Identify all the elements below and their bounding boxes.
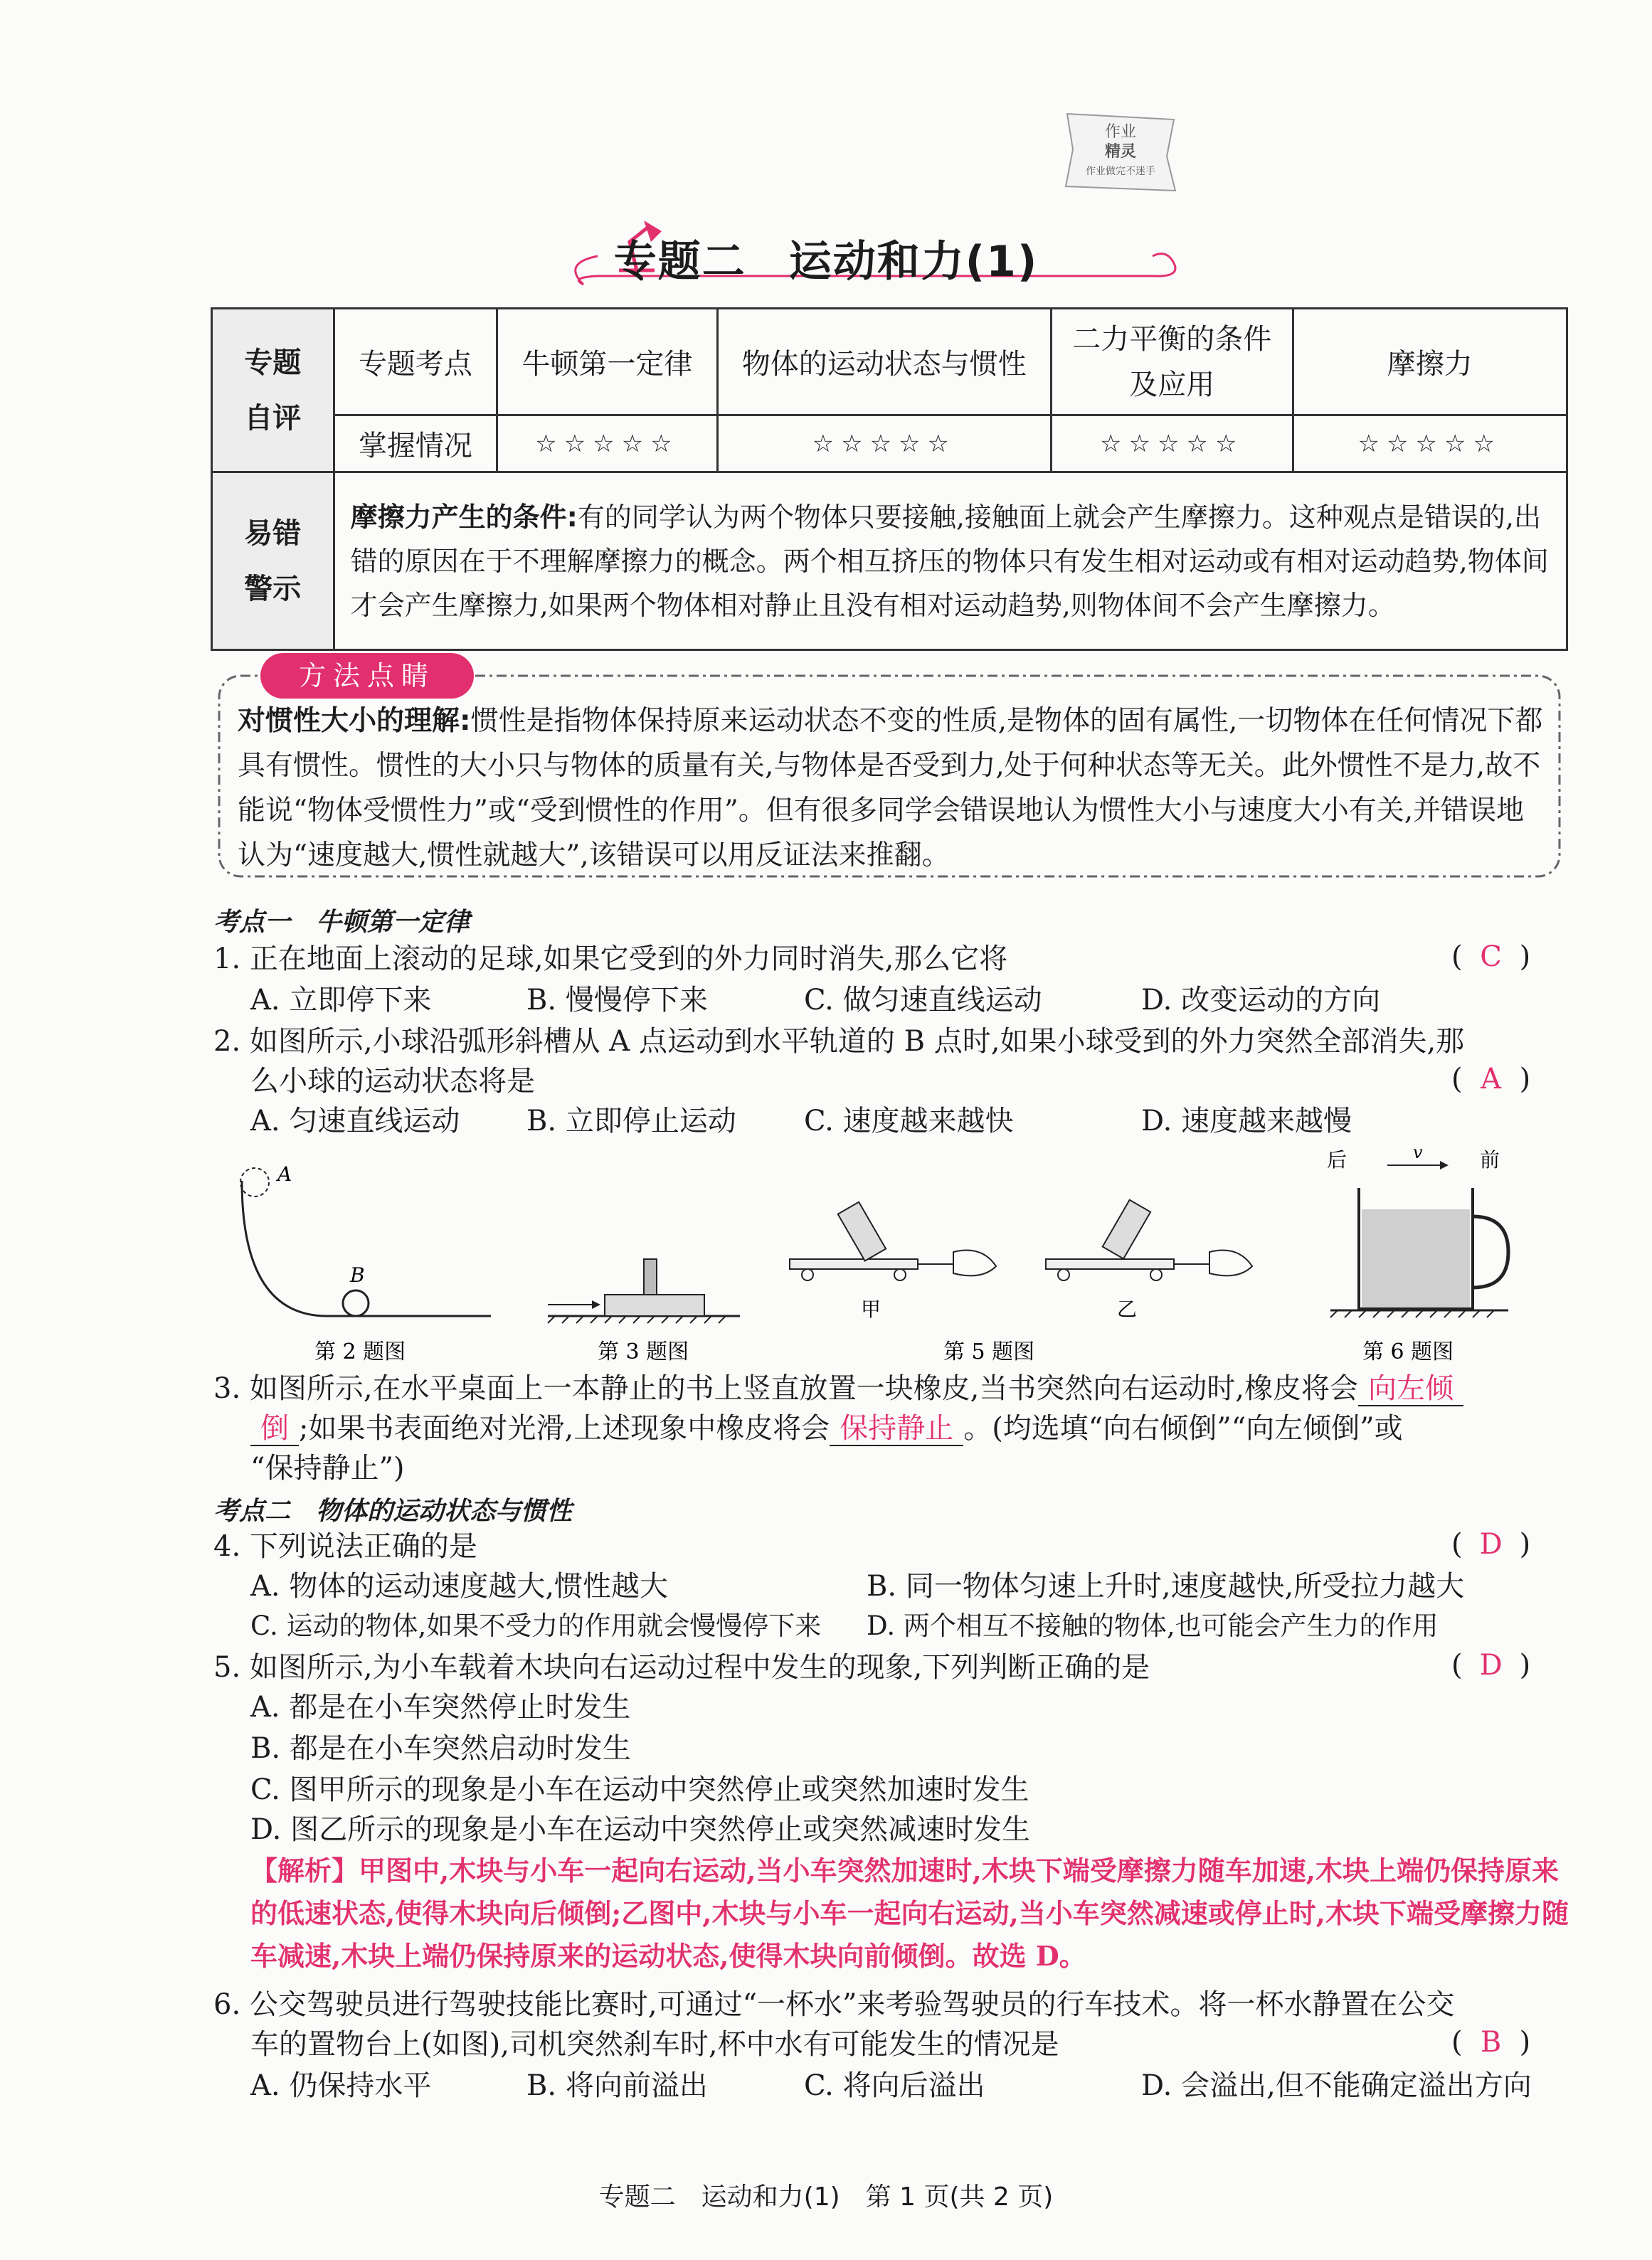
q5-explain-text: 甲图中,木块与小车一起向右运动,当小车突然加速时,木块下端受摩擦力随车加速,木块上端仍保持原来的低速状态,使得木块向后倾倒;乙图中,木块与小车一起向右运动,当小车突然减速或停止时,木块下端受摩擦力随车减速,木块上端仍保持原来的运动状态,使得木块向前倾倒。故选 D。: [250, 1855, 1569, 1972]
q6-stem-2: 车的置物台上(如图),司机突然刹车时,杯中水有可能发生的情况是: [250, 2028, 1059, 2061]
figures-row: [228, 1145, 1523, 1366]
fig6-cup: [1327, 1145, 1508, 1364]
q4-option-c: C. 运动的物体,如果不受力的作用就会慢慢停下来: [250, 1611, 822, 1641]
q2-stem-2: 么小球的运动状态将是: [250, 1065, 535, 1098]
label-bottom: 自评: [244, 401, 302, 435]
row-label-mastery: 掌握情况: [334, 415, 497, 472]
point-balance: [1051, 309, 1293, 415]
fig5-cart-yi: [943, 1200, 1252, 1364]
fig3-caption: 第 3 题图: [598, 1339, 689, 1364]
warning-text: [334, 472, 1567, 650]
q3-line-1: [213, 1369, 1463, 1408]
q1-option-c: C. 做匀速直线运动: [804, 984, 1042, 1017]
q1-option-d: D. 改变运动的方向: [1141, 984, 1381, 1017]
q3-blank-2[interactable]: 保持静止: [830, 1412, 963, 1446]
q6-option-a: A. 仍保持水平: [250, 2069, 432, 2102]
q1-option-a: A. 立即停下来: [250, 984, 432, 1017]
q2-answer-value: A: [1481, 1063, 1502, 1095]
q3-blank-1b[interactable]: 倒: [250, 1412, 299, 1446]
q3-blank-1a[interactable]: 向左倾: [1358, 1372, 1463, 1406]
method-heading: 对惯性大小的理解:: [238, 705, 471, 737]
row-label-points: 专题考点: [334, 309, 497, 415]
self-assess-table: [211, 307, 1568, 651]
q6-option-c: C. 将向后溢出: [804, 2069, 985, 2102]
point-balance-2: 及应用: [1129, 368, 1215, 401]
q5-explain-tag: 【解析】: [250, 1855, 359, 1887]
warning-label-bottom: 警示: [244, 572, 302, 605]
method-text: [238, 699, 1544, 878]
q2-option-b: B. 立即停止运动: [526, 1105, 736, 1137]
point-friction: 摩擦力: [1293, 309, 1567, 415]
fig2-ball-a: [240, 1168, 269, 1197]
q4-answer: ( D ): [1451, 1528, 1531, 1561]
warning-label: [212, 472, 334, 650]
fig6-qian: 前: [1480, 1148, 1500, 1172]
stars-inertia[interactable]: ☆☆☆☆☆: [717, 415, 1051, 472]
fig6-caption: 第 6 题图: [1362, 1339, 1454, 1364]
section-1-title: 考点一 牛顿第一定律: [213, 908, 470, 937]
fig5-cart-jia: [790, 1202, 996, 1321]
point-inertia: 物体的运动状态与惯性: [717, 309, 1051, 415]
fig6-water: [1362, 1209, 1470, 1307]
q3-stem-2: ;如果书表面绝对光滑,上述现象中橡皮将会: [299, 1412, 830, 1445]
q5-explanation: [250, 1850, 1572, 1978]
q5-option-c: C. 图甲所示的现象是小车在运动中突然停止或突然加速时发生: [250, 1773, 1029, 1806]
stars-friction[interactable]: ☆☆☆☆☆: [1293, 415, 1567, 472]
hand-icon: [953, 1251, 996, 1276]
method-body: 惯性是指物体保持原来运动状态不变的性质,是物体的固有属性,一切物体在任何情况下都具有惯性。惯性的大小只与物体的质量有关,与物体是否受到力,处于何种状态等无关。此外惯性不是力,故不能说“物体受惯性力”或“受到惯性的作用”。但有很多同学会错误地认为惯性大小与速度大小有关,并错误地认为“速度越大,惯性就越大”,该错误可以用反证法来推翻。: [238, 705, 1543, 871]
stamp-line2: 精灵: [1104, 142, 1136, 161]
fig5-caption: 第 5 题图: [943, 1339, 1035, 1364]
stamp-line1: 作业: [1104, 123, 1136, 141]
q3-stem-1: 3. 如图所示,在水平桌面上一本静止的书上竖直放置一块橡皮,当书突然向右运动时,橡皮将会: [213, 1372, 1359, 1405]
q5-stem: 5. 如图所示,为小车载着木块向右运动过程中发生的现象,下列判断正确的是: [213, 1651, 1150, 1684]
q5-option-b: B. 都是在小车突然启动时发生: [250, 1732, 631, 1765]
fig2-ball-b: [343, 1290, 369, 1316]
hand-icon: [1209, 1251, 1252, 1276]
q4-answer-value: D: [1479, 1528, 1503, 1561]
stamp-logo: [1053, 107, 1188, 199]
fig6-hou: 后: [1327, 1148, 1347, 1172]
fig2-label-a: A: [277, 1162, 292, 1186]
q4-stem: 4. 下列说法正确的是: [213, 1530, 477, 1563]
title-name: 运动和力(1): [788, 237, 1039, 287]
section-2-title: 考点二 物体的运动状态与惯性: [213, 1497, 573, 1526]
self-assess-label: [212, 309, 334, 472]
q6-option-d: D. 会溢出,但不能确定溢出方向: [1141, 2069, 1532, 2102]
q4-option-d: D. 两个相互不接触的物体,也可能会产生力的作用: [867, 1611, 1439, 1641]
q2-option-d: D. 速度越来越慢: [1141, 1105, 1352, 1137]
stars-balance[interactable]: ☆☆☆☆☆: [1051, 415, 1293, 472]
fig2-label-b: B: [350, 1263, 365, 1287]
q4-option-b: B. 同一物体匀速上升时,速度越快,所受拉力越大: [867, 1570, 1465, 1603]
warning-body: 有的同学认为两个物体只要接触,接触面上就会产生摩擦力。这种观点是错误的,出错的原因在于不理解摩擦力的概念。两个相互挤压的物体只有发生相对运动或有相对运动趋势,物体间才会产生摩擦力,如果两个物体相对静止且没有相对运动趋势,则物体间不会产生摩擦力。: [350, 501, 1549, 621]
q5-option-d: D. 图乙所示的现象是小车在运动中突然停止或突然减速时发生: [250, 1813, 1031, 1846]
q6-option-b: B. 将向前溢出: [526, 2069, 708, 2102]
method-box: [213, 660, 1565, 882]
page-footer: 专题二 运动和力(1) 第 1 页(共 2 页): [598, 2182, 1054, 2212]
fig3-book-eraser: [548, 1259, 740, 1364]
fig2-caption: 第 2 题图: [314, 1339, 406, 1364]
q1-answer-value: C: [1480, 940, 1502, 973]
fig3-eraser: [644, 1259, 657, 1295]
q3-stem-4: “保持静止”): [250, 1452, 405, 1485]
q2-option-c: C. 速度越来越快: [804, 1105, 1014, 1137]
warning-heading: 摩擦力产生的条件:: [350, 501, 578, 533]
q5-option-a: A. 都是在小车突然停止时发生: [250, 1691, 631, 1724]
point-newton: 牛顿第一定律: [497, 309, 718, 415]
q3-stem-3: 。(均选填“向右倾倒”“向左倾倒”或: [963, 1412, 1403, 1445]
q1-option-b: B. 慢慢停下来: [526, 984, 708, 1017]
q6-answer-value: B: [1480, 2026, 1502, 2059]
q1-stem: 1. 正在地面上滚动的足球,如果它受到的外力同时消失,那么它将: [213, 943, 1008, 975]
q6-stem-1: 6. 公交驾驶员进行驾驶技能比赛时,可通过“一杯水”来考验驾驶员的行车技术。将一杯水静置在公交: [213, 1988, 1455, 2021]
q5-answer-value: D: [1479, 1649, 1503, 1682]
method-badge: 方法点睛: [260, 653, 474, 699]
q6-answer: ( B ): [1451, 2026, 1531, 2059]
fig5-block-jia: [838, 1202, 886, 1261]
point-balance-1: 二力平衡的条件: [1072, 322, 1272, 356]
fig6-v: v: [1413, 1145, 1423, 1162]
stamp-line3: 作业做完不迷手: [1086, 166, 1155, 177]
page-title: [0, 228, 1652, 289]
q2-answer: ( A ): [1451, 1063, 1531, 1095]
title-topic: 专题二: [613, 237, 746, 287]
stars-newton[interactable]: ☆☆☆☆☆: [497, 415, 718, 472]
label-top: 专题: [244, 346, 302, 379]
q4-option-a: A. 物体的运动速度越大,惯性越大: [250, 1570, 669, 1603]
q5-answer: ( D ): [1451, 1649, 1531, 1682]
q2-stem-1: 2. 如图所示,小球沿弧形斜槽从 A 点运动到水平轨道的 B 点时,如果小球受到的外力突然全部消失,那: [213, 1025, 1465, 1058]
q2-option-a: A. 匀速直线运动: [250, 1105, 460, 1137]
fig5-yi: 乙: [1117, 1298, 1138, 1321]
warning-label-top: 易错: [244, 516, 302, 550]
fig2-track: [240, 1162, 491, 1364]
fig5-block-yi: [1103, 1200, 1150, 1259]
q3-line-2: [250, 1408, 1403, 1448]
q1-answer: ( C ): [1451, 940, 1531, 973]
fig5-jia: 甲: [861, 1298, 881, 1321]
